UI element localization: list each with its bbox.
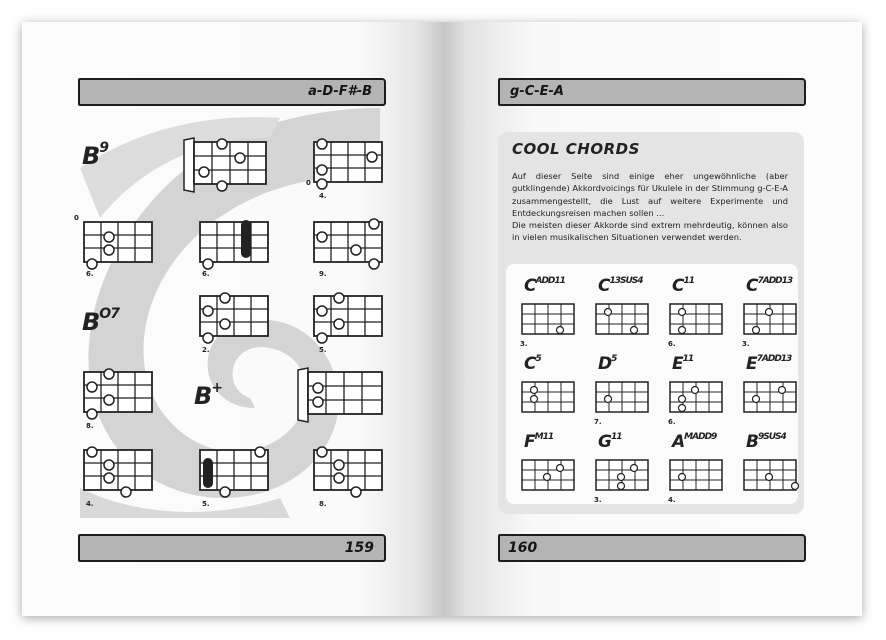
cool-chord-name: $F^{M11}$	[524, 432, 554, 452]
fret-caption: 8.	[86, 422, 94, 430]
fret-caption: 4.	[86, 500, 94, 508]
chord-diagram	[194, 216, 274, 272]
chord-diagram	[308, 216, 388, 272]
fret-caption: 2.	[202, 346, 210, 354]
cool-chord-diagram	[516, 300, 582, 342]
cool-chord-diagram	[590, 378, 656, 420]
cool-chord-name: $E^{11}$	[672, 354, 694, 374]
chord-diagram	[308, 444, 388, 500]
cool-chord-caption: 6.	[668, 418, 676, 426]
chord-diagram	[194, 444, 274, 500]
cool-chord-name: $C^5$	[524, 354, 541, 374]
cool-chord-diagram	[590, 300, 656, 342]
cool-chord-name: $C^{13SUS4}$	[598, 276, 643, 296]
cool-chord-diagram	[516, 456, 582, 498]
page-header: a-D-F#-B	[308, 84, 372, 99]
cool-chord-caption: 3.	[594, 496, 602, 504]
header-band	[78, 78, 386, 106]
cool-chord-name: $C^{11}$	[672, 276, 695, 296]
fret-caption: 9.	[319, 270, 327, 278]
section-body	[512, 170, 788, 244]
chord-diagram	[308, 290, 388, 346]
footer-band	[78, 534, 386, 562]
page-number: 160	[508, 540, 538, 556]
chord-diagram	[296, 366, 388, 424]
cool-chord-name: $B^{9SUS4}$	[746, 432, 786, 452]
left-page	[22, 22, 442, 616]
page-number: 159	[344, 540, 374, 556]
book-spread	[22, 22, 862, 616]
chord-name-bo7: $B^{O7}$	[82, 306, 119, 336]
cool-chord-name: $D^5$	[598, 354, 617, 374]
fret-caption: 6.	[202, 270, 210, 278]
fret-caption: 4.	[319, 192, 327, 200]
cool-chord-diagram	[738, 456, 804, 498]
cool-chord-caption: 6.	[668, 340, 676, 348]
paragraph: Auf dieser Seite sind einige eher ungewöhnliche (aber gutklingende) Akkordvoicings für Ukulele in der Stimmung g-C-E-A zusammengestellt, die Lust auf weitere Experimente und Entdeckungsreisen machen sollen ...	[512, 171, 788, 218]
cool-chord-name: $E^{7ADD13}$	[746, 354, 792, 374]
cool-chord-caption: 3.	[742, 340, 750, 348]
cool-chord-diagram	[516, 378, 582, 420]
footer-band	[498, 534, 806, 562]
cool-chord-diagram	[738, 378, 804, 420]
chord-name-baug: B+	[194, 380, 223, 410]
chord-diagram	[194, 290, 274, 346]
cool-chord-caption: 3.	[520, 340, 528, 348]
chord-diagram	[78, 366, 158, 422]
paragraph: Die meisten dieser Akkorde sind extrem mehrdeutig, können also in vielen musikalischen Situationen verwendet werden.	[512, 220, 788, 243]
cool-chord-name: $G^{11}$	[598, 432, 622, 452]
cool-chord-name: $A^{MADD9}$	[672, 432, 717, 452]
cool-chord-diagram	[664, 300, 730, 342]
chord-diagram	[182, 136, 272, 196]
open-string-mark: 0	[306, 179, 311, 187]
page-header: g-C-E-A	[510, 84, 564, 99]
header-band	[498, 78, 806, 106]
cool-chord-diagram	[664, 456, 730, 498]
fret-caption: 8.	[319, 500, 327, 508]
cool-chord-diagram	[664, 378, 730, 420]
chord-diagram	[78, 444, 158, 500]
fret-caption: 5.	[319, 346, 327, 354]
cool-chord-caption: 4.	[668, 496, 676, 504]
cool-chord-caption: 7.	[594, 418, 602, 426]
cool-chord-name: $C^{ADD11}$	[524, 276, 565, 296]
fret-caption: 6.	[86, 270, 94, 278]
cool-chord-diagram	[738, 300, 804, 342]
open-string-mark: 0	[74, 214, 79, 222]
chord-name-b9: $B^9$	[82, 140, 109, 170]
fret-caption: 5.	[202, 500, 210, 508]
cool-chord-diagram	[590, 456, 656, 498]
section-title: COOL CHORDS	[512, 140, 640, 158]
chord-diagram	[308, 136, 388, 192]
chord-diagram	[78, 216, 158, 272]
cool-chord-name: $C^{7ADD13}$	[746, 276, 793, 296]
